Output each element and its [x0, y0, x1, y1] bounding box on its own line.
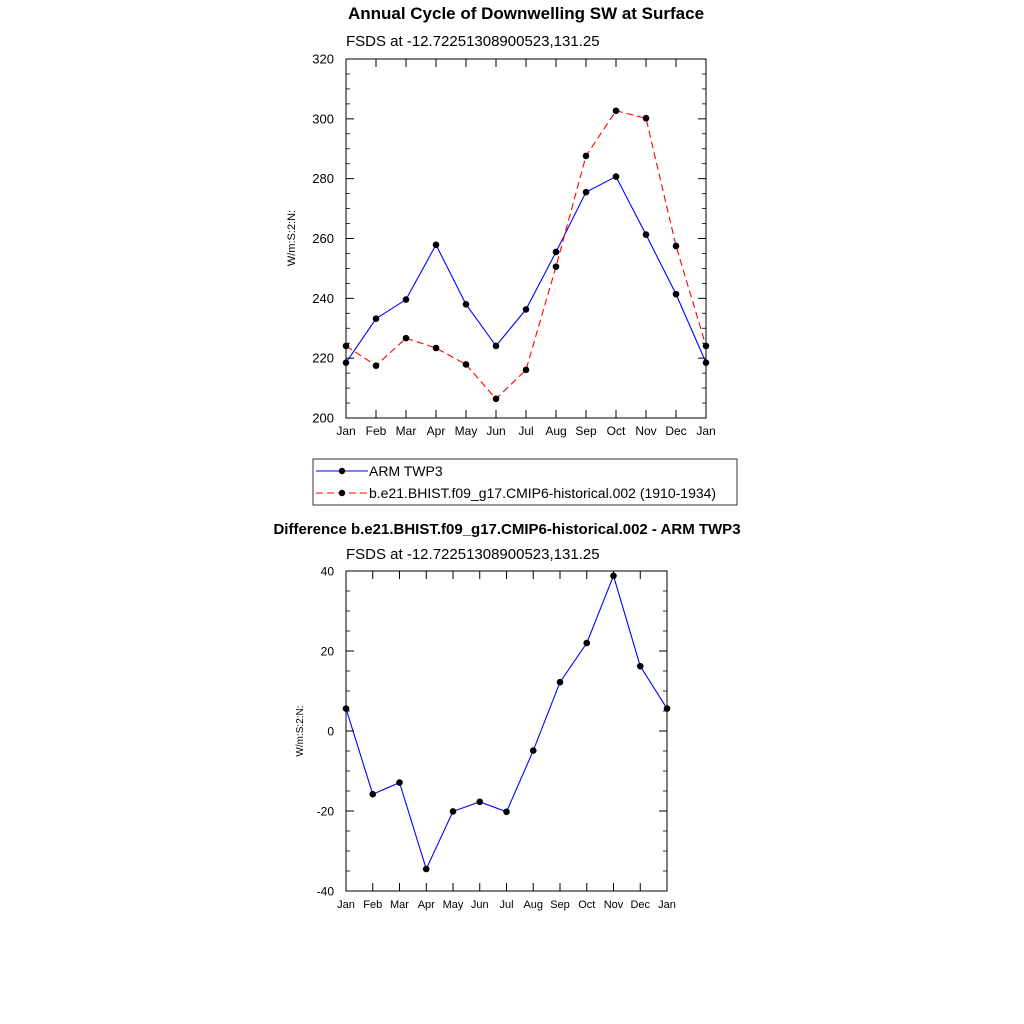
top-chart-xtick-label: Jun — [486, 424, 506, 438]
bottom-chart-axes — [317, 565, 676, 912]
legend-label-series-2: b.e21.BHIST.f09_g17.CMIP6-historical.002 (1910-1934) — [369, 485, 717, 501]
bottom-chart-ytick-label: -20 — [316, 804, 334, 819]
legend-marker-series-2 — [339, 490, 345, 496]
legend-marker-series-1 — [339, 468, 345, 474]
top-chart-series-2-point — [433, 345, 440, 352]
top-chart-ytick-label: 200 — [312, 410, 334, 426]
top-chart-series-1-point — [433, 241, 440, 248]
top-chart-series-1-point — [643, 231, 650, 238]
bottom-chart-xtick-label: Jan — [337, 899, 355, 911]
top-chart-ytick-label: 320 — [312, 51, 334, 67]
bottom-chart-series-line-1 — [346, 576, 667, 869]
bottom-chart-subtitle: FSDS at -12.72251308900523,131.25 — [346, 546, 600, 563]
bottom-chart-xtick-label: Dec — [630, 899, 651, 911]
bottom-chart-series-1-point — [503, 809, 510, 816]
bottom-chart-xtick-label: May — [442, 899, 464, 911]
top-chart-series-2-point — [343, 343, 350, 350]
bottom-chart-series-1-point — [557, 679, 564, 686]
bottom-chart-series-1-point — [583, 640, 590, 647]
top-chart-series-1-point — [583, 189, 590, 196]
top-chart — [286, 4, 737, 505]
top-chart-series-2-point — [643, 115, 650, 122]
top-chart-series-2-point — [553, 263, 560, 270]
bottom-chart-ytick-label: 20 — [320, 644, 334, 659]
top-chart-xtick-label: Aug — [545, 424, 567, 438]
top-chart-series-1-point — [463, 301, 470, 308]
bottom-chart-xtick-label: Feb — [363, 899, 383, 911]
top-chart-xtick-label: Nov — [635, 424, 657, 438]
top-chart-ytick-label: 280 — [312, 171, 334, 187]
bottom-chart-series-1-point — [343, 705, 350, 712]
top-chart-xtick-label: Dec — [665, 424, 687, 438]
bottom-chart-series — [343, 573, 671, 873]
top-chart-series-2-point — [673, 243, 680, 250]
top-chart-series-2-point — [403, 335, 410, 342]
legend-label-series-1: ARM TWP3 — [369, 463, 443, 479]
bottom-chart-series-1-point — [664, 705, 671, 712]
top-chart-xtick-label: Mar — [395, 424, 417, 438]
top-chart-series-1-point — [673, 291, 680, 298]
top-chart-series-2-point — [493, 396, 500, 403]
bottom-chart-series-1-point — [530, 747, 537, 754]
top-chart-series-1-point — [613, 173, 620, 180]
bottom-chart-ytick-label: 0 — [327, 724, 334, 739]
top-chart-series-line-2 — [346, 111, 706, 399]
bottom-chart-xtick-label: Oct — [578, 899, 596, 911]
top-chart-series-1-point — [523, 306, 530, 313]
bottom-chart — [273, 521, 740, 911]
bottom-chart-series-1-point — [476, 799, 483, 806]
top-chart-xtick-label: Sep — [575, 424, 597, 438]
top-chart-xtick-label: Feb — [365, 424, 387, 438]
top-chart-ytick-label: 260 — [312, 231, 334, 246]
top-chart-xtick-label: Apr — [426, 424, 446, 438]
top-chart-series-1-point — [703, 359, 710, 366]
bottom-chart-xtick-label: Jan — [658, 899, 676, 911]
bottom-chart-series-1-point — [610, 573, 617, 580]
legend — [313, 459, 737, 505]
top-chart-series-1-point — [553, 249, 560, 256]
top-chart-axes — [312, 52, 715, 439]
top-chart-ytick-label: 220 — [312, 350, 334, 366]
bottom-chart-series-1-point — [450, 808, 457, 815]
bottom-chart-xtick-label: Apr — [417, 899, 435, 911]
bottom-chart-ylabel: W/m:S:2:N: — [295, 705, 306, 757]
top-chart-subtitle: FSDS at -12.72251308900523,131.25 — [346, 33, 600, 50]
bottom-chart-xtick-label: Aug — [523, 899, 544, 911]
top-chart-series — [343, 107, 710, 402]
top-chart-plot-frame — [346, 59, 706, 418]
top-chart-series-2-point — [613, 107, 620, 114]
top-chart-xtick-label: May — [454, 424, 478, 438]
top-chart-series-1-point — [373, 315, 380, 322]
top-chart-ytick-label: 300 — [312, 111, 334, 127]
top-chart-series-2-point — [373, 362, 380, 369]
top-chart-series-2-point — [523, 367, 530, 374]
top-chart-series-1-point — [493, 343, 500, 350]
top-chart-series-1-point — [403, 296, 410, 303]
top-chart-xtick-label: Jul — [518, 424, 534, 438]
bottom-chart-series-1-point — [396, 779, 403, 786]
bottom-chart-series-1-point — [423, 866, 430, 873]
top-chart-xtick-label: Jan — [696, 424, 716, 438]
top-chart-series-2-point — [583, 153, 590, 160]
bottom-chart-series-1-point — [369, 791, 376, 798]
bottom-chart-ytick-label: -40 — [316, 884, 334, 899]
bottom-chart-xtick-label: Mar — [390, 899, 409, 911]
top-chart-ylabel: W/m:S:2:N: — [286, 209, 298, 267]
bottom-chart-title: Difference b.e21.BHIST.f09_g17.CMIP6-historical.002 - ARM TWP3 — [273, 521, 741, 538]
top-chart-series-line-1 — [346, 177, 706, 363]
top-chart-ytick-label: 240 — [312, 290, 334, 306]
bottom-chart-xtick-label: Jun — [470, 899, 489, 911]
bottom-chart-xtick-label: Jul — [499, 899, 514, 911]
bottom-chart-ytick-label: 40 — [320, 564, 334, 579]
top-chart-series-2-point — [463, 361, 470, 368]
bottom-chart-plot-frame — [346, 571, 667, 891]
bottom-chart-xtick-label: Sep — [550, 899, 570, 911]
bottom-chart-xtick-label: Nov — [603, 899, 624, 911]
top-chart-title: Annual Cycle of Downwelling SW at Surface — [347, 4, 705, 23]
top-chart-xtick-label: Jan — [336, 424, 356, 438]
top-chart-series-2-point — [703, 343, 710, 350]
top-chart-xtick-label: Oct — [606, 424, 626, 438]
top-chart-series-1-point — [343, 359, 350, 366]
bottom-chart-series-1-point — [637, 663, 644, 670]
